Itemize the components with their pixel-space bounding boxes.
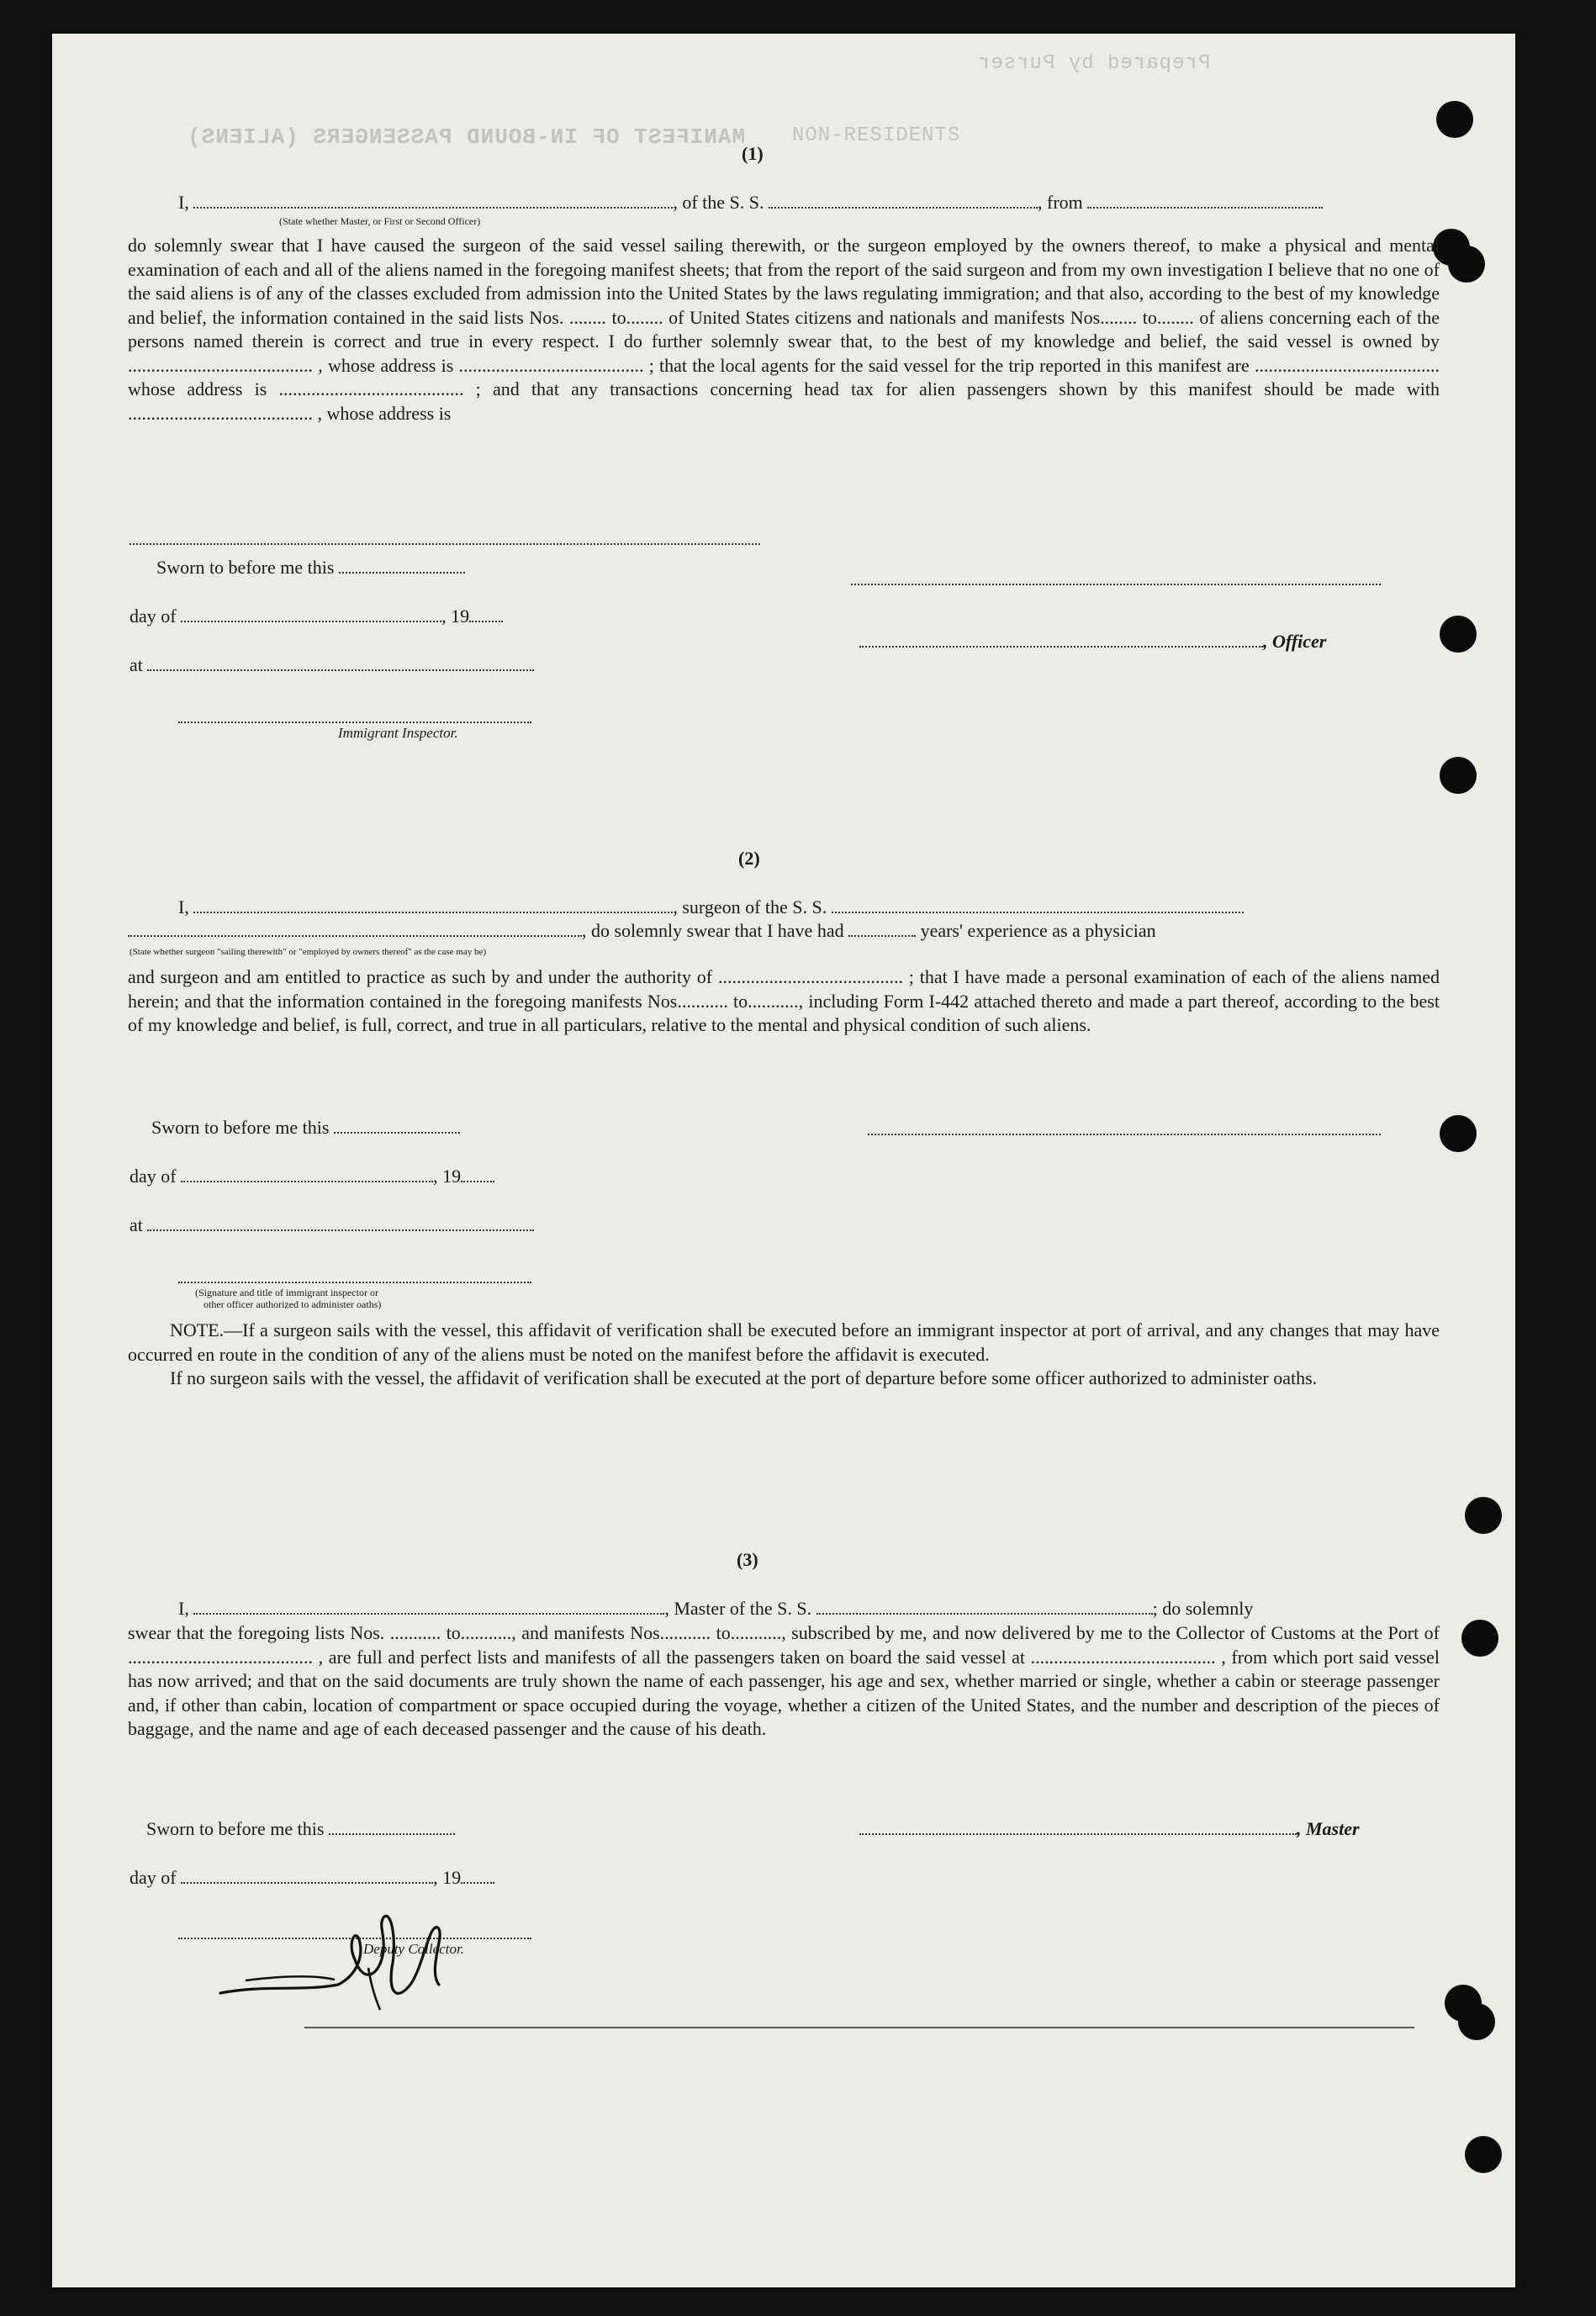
s2-note: NOTE.—If a surgeon sails with the vessel, this affidavit of verification shall be executed before an immigrant inspector at port of arrival, and any changes that may have occurred en route in the condition of any of the aliens must be noted on the manifest before the affidavit is executed. If no surgeon sails with the vessel, the affidavit of verification shall be executed at the port of departure before some officer authorized to administer oaths.: [128, 1319, 1440, 1388]
s3-collector-label: Deputy Collector.: [363, 1941, 464, 1957]
manifest-page: [52, 34, 1515, 2287]
s3-line1: I, , Master of the S. S. ; do solemnly: [178, 1598, 1254, 1619]
s3-sworn: Sworn to before me this: [146, 1818, 455, 1840]
s1-name-field: [193, 195, 673, 209]
punch-hole: [1458, 2003, 1495, 2040]
s2-at: at: [129, 1214, 534, 1236]
faded-non-residents: NON-RESIDENTS: [792, 124, 961, 147]
s1-vessel-field: [769, 195, 1038, 209]
s2-inspector-line: [178, 1266, 531, 1288]
punch-hole: [1436, 101, 1473, 138]
s1-sworn: Sworn to before me this: [156, 557, 465, 579]
s2-sworn: Sworn to before me this: [151, 1117, 460, 1139]
s1-at: at: [129, 654, 534, 676]
s1-inspector-label: Immigrant Inspector.: [338, 725, 458, 741]
faded-prepared: Prepared by Purser: [977, 52, 1211, 75]
faded-title: MANIFEST OF IN-BOUND PASSENGERS (ALIENS): [187, 124, 746, 150]
section-1-number: (1): [742, 143, 764, 164]
section-3-number: (3): [737, 1549, 758, 1570]
punch-hole: [1440, 757, 1477, 794]
s1-from-field: [1087, 195, 1323, 209]
s2-sig-line: [868, 1118, 1381, 1140]
s2-sig-hint-2: other officer authorized to administer oaths): [203, 1298, 382, 1310]
s2-line2: , do solemnly swear that I have had years' experience as a physician: [128, 920, 1156, 942]
punch-hole: [1448, 246, 1485, 283]
handwritten-signature: [212, 1892, 464, 2018]
s1-body-text: do solemnly swear that I have caused the surgeon of the said vessel sailing therewith, or the surgeon employed by the owners thereof, to make a physical and mental examination of each and all of the aliens named in the foregoing manifest sheets; that from the report of the said surgeon and from my own investigation I believe that no one of the said aliens is of any of the classes excluded from admission into the United States by the laws regulating immigration; and that also, according to the best of my knowledge and belief, the information contained in the said lists Nos. ........ to........ of United States citizens and nationals and manifests Nos........ to........ of aliens concerning each of the persons named therein is correct and true in every respect. I do further solemnly swear that, to the best of my knowledge and belief, the said vessel is owned by ........................................ , whose address is ........................................ ; that the local agents for the said vessel for the trip reported in this manifest are ........................................ whose address is ........................................ ; and that any transactions concerning head tax for alien passengers shown by this manifest should be made with ........................................ , whose address is: [128, 235, 1440, 424]
s3-day: day of , 19: [129, 1867, 494, 1889]
s2-line1: I, , surgeon of the S. S.: [178, 896, 1244, 918]
punch-hole: [1465, 1497, 1502, 1534]
s1-line1: [178, 192, 1323, 214]
punch-hole: [1461, 1620, 1498, 1657]
s1-day: day of , 19: [129, 605, 503, 627]
punch-hole: [1440, 616, 1477, 653]
bottom-rule: [304, 2012, 1414, 2033]
s2-day: day of , 19: [129, 1166, 494, 1187]
s1-of-ss: , of the S. S.: [673, 192, 764, 213]
s2-body: and surgeon and am entitled to practice as such by and under the authority of ........................................ ; that I have made a personal examination of each of the aliens named herein; and that the information contained in the foregoing manifests Nos........... to..........., including Form I-442 attached thereto and made a part thereof, according to the best of my knowledge and belief, is full, correct, and true in all particulars, relative to the mental and physical condition of such aliens.: [128, 966, 1440, 1035]
s2-hint: (State whether surgeon "sailing therewith" or "employed by owners thereof" as the case may be): [129, 947, 487, 957]
s1-from: , from: [1038, 192, 1083, 213]
s2-sig-hint-1: (Signature and title of immigrant inspector or: [195, 1287, 378, 1298]
s1-extra-field: [129, 528, 760, 550]
s1-body: [128, 234, 1440, 426]
s1-officer: , Officer: [859, 631, 1326, 653]
s3-master: , Master: [859, 1818, 1360, 1840]
punch-hole: [1465, 2136, 1502, 2173]
s3-body: swear that the foregoing lists Nos. ........... to..........., and manifests Nos........... to..........., subscribed by me, and now delivered by me to the Collector of Customs at the Port of ........................................ , are full and perfect lists and manifests of all the passengers taken on board the said vessel at ........................................ , from which port said vessel has now arrived; and that on the said documents are truly shown the name of each passenger, his age and sex, whether married or single, whether a cabin or steerage passenger and, if other than cabin, location of compartment or space occupied during the voyage, whether a citizen of the United States, and the number and description of the pieces of baggage, and the name and age of each deceased passenger and the cause of his death.: [128, 1622, 1440, 1739]
s1-officer-line: [851, 568, 1381, 590]
s1-hint: (State whether Master, or First or Second Officer): [279, 215, 481, 227]
s1-i: I,: [178, 192, 189, 213]
section-2-number: (2): [738, 848, 760, 869]
punch-hole: [1440, 1115, 1477, 1152]
